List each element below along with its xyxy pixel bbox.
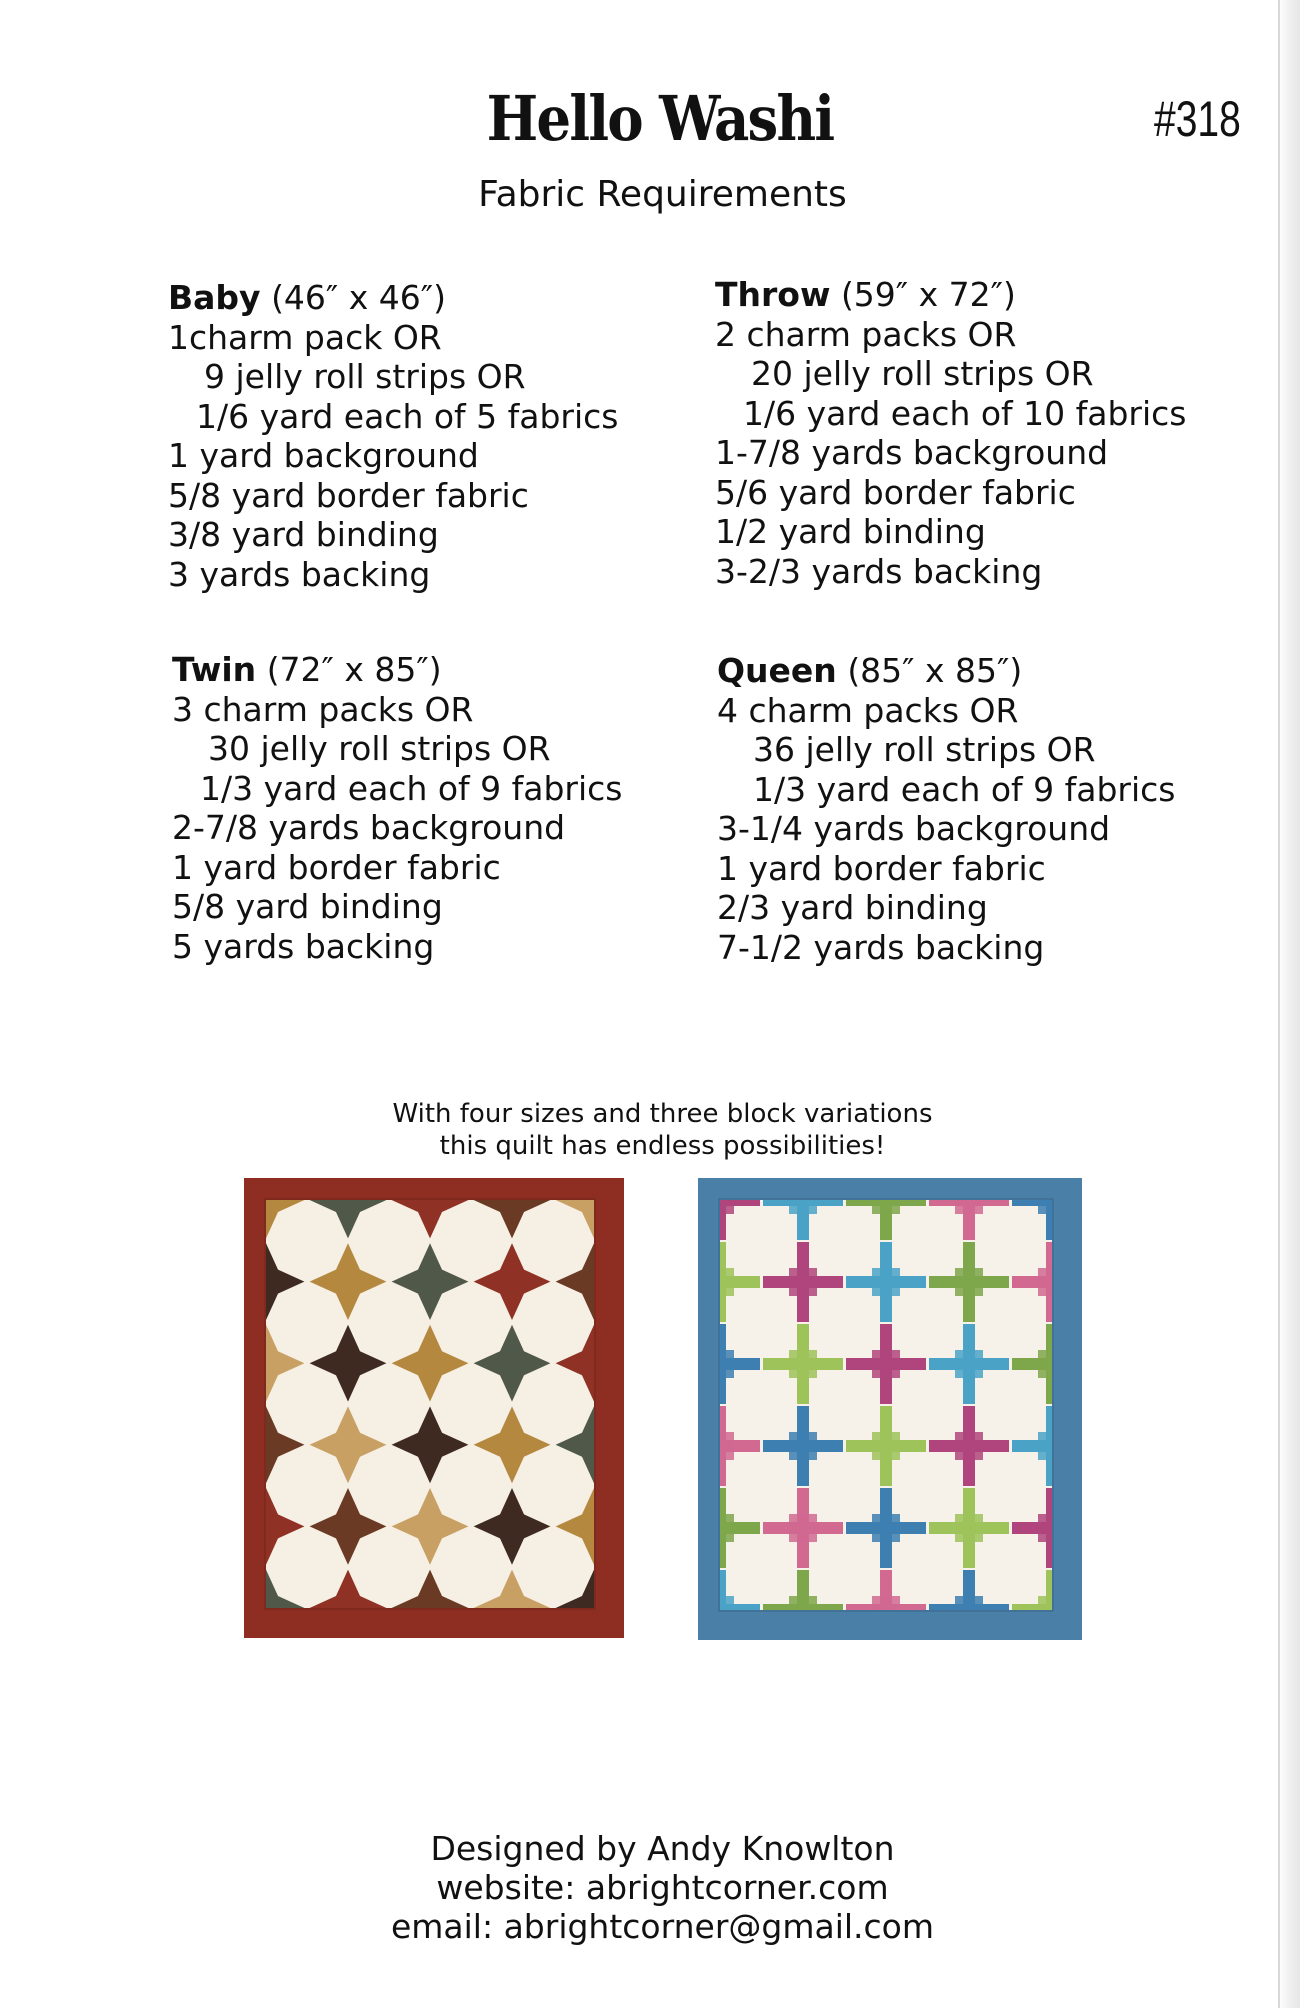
size-block-queen [717,651,1176,967]
quilt-frame-graphic [698,1178,1082,1640]
requirement-line: 3-1/4 yards background [717,809,1111,848]
requirement-line: 5/8 yard border fabric [168,475,529,515]
requirement-line: 2-7/8 yards background [172,808,566,847]
size-name: Baby [168,278,261,317]
size-block-throw [715,275,1187,591]
size-name: Queen [717,651,837,690]
subtitle: Fabric Requirements [478,174,847,215]
size-dims: (85″ x 85″) [847,651,1023,690]
page-edge [1278,0,1300,2008]
requirement-line: 1/3 yard each of 9 fabrics [753,769,1176,809]
email-link[interactable]: email: abrightcorner@gmail.com [390,1907,935,1946]
requirement-line: 20 jelly roll strips OR [751,354,1094,393]
requirement-line: 2 charm packs OR [715,314,1017,354]
size-block-baby [168,278,619,594]
requirement-line: 3 yards backing [168,554,431,594]
size-header [715,275,1187,315]
tagline-line: With four sizes and three block variations [392,1099,933,1129]
requirement-line: 2/3 yard binding [717,888,988,927]
requirement-line: 5/8 yard binding [172,887,443,926]
size-dims: (72″ x 85″) [266,650,442,689]
credits [0,1829,1300,1946]
requirement-line: 1 yard border fabric [717,848,1046,888]
requirement-line: 5/6 yard border fabric [715,472,1076,512]
requirement-line: 30 jelly roll strips OR [208,729,551,768]
requirement-line: 1 yard border fabric [172,847,501,887]
size-name: Throw [715,275,831,314]
requirement-line: 7-1/2 yards backing [717,927,1045,967]
requirement-line: 1/2 yard binding [715,512,986,551]
size-name: Twin [172,650,257,689]
requirement-line: 1/6 yard each of 10 fabrics [743,393,1187,433]
website-link[interactable]: website: abrightcorner.com [436,1868,889,1907]
quilt-star-graphic [244,1178,624,1638]
size-block-twin [172,650,623,966]
designer-credit: Designed by Andy Knowlton [430,1829,895,1868]
quilt-image-frame [698,1178,1082,1640]
pattern-title: Hello Washi [486,82,834,155]
requirement-line: 1/3 yard each of 9 fabrics [200,768,623,808]
requirement-line: 4 charm packs OR [717,690,1019,730]
requirement-line: 5 yards backing [172,926,435,966]
pattern-number: #318 [1154,91,1241,147]
size-dims: (59″ x 72″) [840,275,1016,314]
requirement-line: 1charm pack OR [168,317,442,357]
size-header [168,278,619,318]
requirement-line: 3 charm packs OR [172,689,474,729]
tagline-line: this quilt has endless possibilities! [439,1131,886,1161]
requirement-line: 3/8 yard binding [168,515,439,554]
size-dims: (46″ x 46″) [271,278,446,317]
quilt-image-star [244,1178,624,1638]
requirement-line: 36 jelly roll strips OR [753,730,1096,769]
requirement-line: 3-2/3 yards backing [715,551,1043,591]
tagline [0,1098,1300,1162]
requirement-line: 1-7/8 yards background [715,433,1109,472]
size-header [717,651,1176,691]
requirement-line: 9 jelly roll strips OR [204,357,526,396]
requirement-line: 1 yard background [168,436,479,475]
requirement-line: 1/6 yard each of 5 fabrics [196,396,619,436]
size-header [172,650,623,690]
